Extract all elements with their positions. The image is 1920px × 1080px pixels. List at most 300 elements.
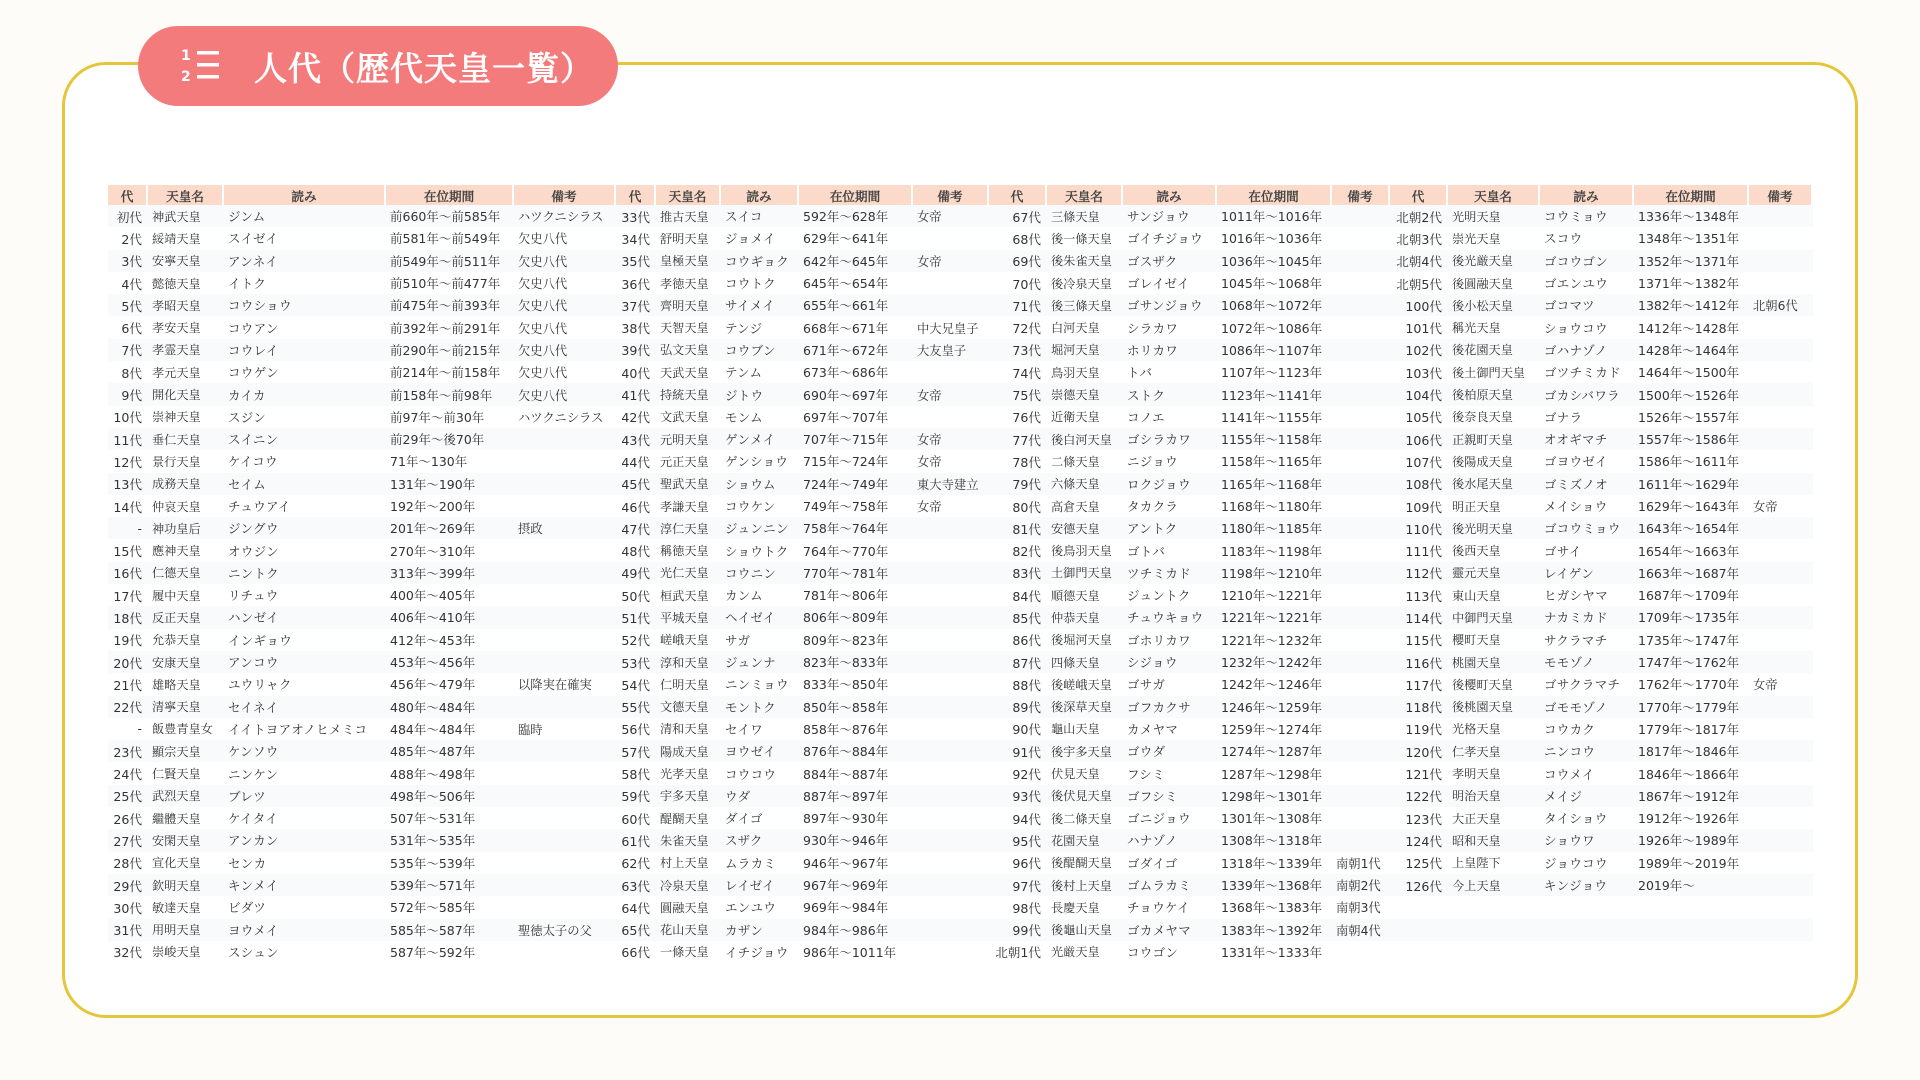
- table-row: [1390, 852, 1813, 874]
- reign-number-cell: 37代: [616, 294, 656, 316]
- reading-cell: ゴコウミョウ: [1540, 517, 1634, 539]
- remarks-cell: 欠史八代: [518, 321, 568, 336]
- table-row: [1390, 428, 1813, 450]
- reign-period-cell: 1352年〜1371年: [1634, 250, 1749, 272]
- emperor-name-cell: 後鳥羽天皇: [1051, 544, 1112, 559]
- reading-cell: ブレツ: [224, 785, 386, 807]
- reading-cell: ツチミカド: [1123, 562, 1217, 584]
- reign-number-cell: 32代: [113, 945, 142, 961]
- column-header-reign-number: 代: [989, 185, 1047, 205]
- remarks-cell: [514, 539, 616, 561]
- table-row: [1390, 562, 1813, 584]
- table-row: [108, 651, 616, 673]
- table-row: [989, 673, 1390, 695]
- table-row: [989, 785, 1390, 807]
- emperor-name-cell: 元明天皇: [656, 428, 721, 450]
- table-row: [989, 807, 1390, 829]
- reign-number-cell: 56代: [621, 722, 650, 738]
- remarks-cell: 中大兄皇子: [917, 321, 979, 336]
- reign-period-cell: 671年〜672年: [799, 339, 913, 361]
- emperor-name-cell: 後冷泉天皇: [1051, 276, 1112, 291]
- reign-period-cell: 前29年〜後70年: [386, 428, 514, 450]
- emperor-name-cell: 光厳天皇: [1051, 945, 1100, 960]
- reading-cell: スザク: [721, 829, 799, 851]
- remarks-cell: [913, 829, 989, 851]
- table-row: [616, 941, 989, 963]
- reign-number-cell: 73代: [989, 339, 1047, 361]
- emperor-name-cell: 一條天皇: [660, 945, 709, 960]
- reading-cell: ゴフカクサ: [1123, 696, 1217, 718]
- reign-period-cell: 1336年〜1348年: [1634, 205, 1749, 227]
- emperor-name-cell: 仁德天皇: [148, 562, 224, 584]
- reading-cell: モモゾノ: [1540, 651, 1634, 673]
- table-row: [989, 406, 1390, 428]
- reign-period-cell: 833年〜850年: [803, 677, 889, 693]
- reading-cell: ニンコウ: [1540, 740, 1634, 762]
- remarks-cell: [514, 629, 616, 651]
- reading-cell: コウゲン: [228, 365, 279, 381]
- emperor-name-cell: 垂仁天皇: [148, 428, 224, 450]
- remarks-cell: [1749, 718, 1813, 740]
- reading-cell: レイゼイ: [721, 874, 799, 896]
- reading-cell: ヨウゼイ: [721, 740, 799, 762]
- emperor-name-cell: 崇德天皇: [1047, 383, 1123, 405]
- remarks-cell: [1332, 562, 1390, 584]
- reading-cell: ショウム: [721, 473, 799, 495]
- remarks-cell: [1332, 250, 1390, 272]
- remarks-cell: [1332, 272, 1390, 294]
- table-row: [1390, 406, 1813, 428]
- remarks-cell: [1749, 473, 1813, 495]
- reign-number-cell: 北朝3代: [1396, 231, 1442, 247]
- reign-period-cell: 1586年〜1611年: [1638, 454, 1740, 470]
- remarks-cell: [1332, 294, 1390, 316]
- reign-number-cell: 55代: [616, 696, 656, 718]
- table-row: [1390, 629, 1813, 651]
- table-block-4: [1390, 185, 1813, 963]
- column-header-reading: 読み: [1540, 185, 1634, 205]
- reading-cell: [1540, 919, 1634, 941]
- remarks-cell: [913, 227, 989, 249]
- remarks-cell: [1332, 339, 1390, 361]
- reading-cell: ショウコウ: [1544, 320, 1608, 336]
- reign-period-cell: 1198年〜1210年: [1217, 562, 1332, 584]
- remarks-cell: [913, 874, 989, 896]
- reign-number-cell: 46代: [621, 499, 650, 515]
- reign-period-cell: 前660年〜前585年: [386, 205, 514, 227]
- emperor-name-cell: 敏達天皇: [152, 900, 201, 915]
- emperor-name-cell: 靈元天皇: [1448, 562, 1540, 584]
- table-row: [108, 740, 616, 762]
- reign-period-cell: 1762年〜1770年: [1638, 677, 1740, 693]
- table-row: [108, 339, 616, 361]
- reign-number-cell: 49代: [616, 562, 656, 584]
- reign-number-cell: 21代: [113, 677, 142, 693]
- remarks-cell: ハツクニシラス: [514, 205, 616, 227]
- reign-period-cell: 535年〜539年: [390, 855, 476, 871]
- emperor-name-cell: 崇神天皇: [152, 410, 201, 425]
- emperor-name-cell: 後堀河天皇: [1051, 633, 1112, 648]
- reading-cell: アンネイ: [224, 250, 386, 272]
- table-row: [108, 673, 616, 695]
- reign-number-cell: 66代: [621, 945, 650, 961]
- reading-cell: ナカミカド: [1540, 606, 1634, 628]
- reign-period-cell: 1846年〜1866年: [1638, 766, 1740, 782]
- reading-cell: コウコウ: [725, 766, 777, 782]
- emperor-name-cell: 四條天皇: [1047, 651, 1123, 673]
- reign-number-cell: 98代: [1012, 900, 1041, 916]
- reign-period-cell: 1068年〜1072年: [1217, 294, 1332, 316]
- reading-cell: メイショウ: [1544, 499, 1608, 514]
- emperor-name-cell: 應神天皇: [152, 544, 201, 559]
- remarks-cell: [1749, 919, 1813, 941]
- reign-number-cell: 4代: [121, 276, 142, 292]
- table-row: [108, 294, 616, 316]
- reading-cell: ニントク: [224, 562, 386, 584]
- remarks-cell: [1332, 316, 1390, 338]
- emperor-name-cell: 天武天皇: [660, 365, 709, 380]
- table-row: [1390, 316, 1813, 338]
- table-row: [1390, 718, 1813, 740]
- reign-period-cell: 1242年〜1246年: [1221, 677, 1323, 693]
- remarks-cell: [1332, 696, 1390, 718]
- emperor-name-cell: 長慶天皇: [1051, 900, 1100, 915]
- remarks-cell: [1749, 584, 1813, 606]
- reading-cell: ショウワ: [1540, 829, 1634, 851]
- table-row: [616, 762, 989, 784]
- reign-period-cell: 1158年〜1165年: [1221, 454, 1323, 470]
- reading-cell: テンジ: [725, 320, 763, 336]
- reign-number-cell: 81代: [989, 517, 1047, 539]
- reading-cell: [1540, 896, 1634, 918]
- remarks-cell: [1332, 495, 1390, 517]
- table-row: [989, 383, 1390, 405]
- reading-cell: ロクジョウ: [1123, 473, 1217, 495]
- table-row: [989, 562, 1390, 584]
- reign-period-cell: 507年〜531年: [390, 811, 476, 827]
- emperor-name-cell: 大正天皇: [1452, 811, 1501, 826]
- reign-number-cell: 118代: [1390, 696, 1448, 718]
- reign-period-cell: 969年〜984年: [803, 900, 889, 916]
- table-row: [616, 673, 989, 695]
- reign-number-cell: 86代: [1012, 633, 1041, 649]
- remarks-cell: [913, 696, 989, 718]
- reign-period-cell: 480年〜484年: [386, 696, 514, 718]
- remarks-cell: [1749, 852, 1813, 874]
- emperor-name-cell: 後櫻町天皇: [1452, 677, 1513, 692]
- remarks-cell: [1749, 227, 1813, 249]
- table-block-1: [108, 185, 616, 963]
- reading-cell: カイカ: [224, 383, 386, 405]
- reign-period-cell: 453年〜456年: [386, 651, 514, 673]
- reign-number-cell: 92代: [1012, 767, 1041, 783]
- remarks-cell: [1332, 941, 1390, 963]
- remarks-cell: [1749, 383, 1813, 405]
- table-row: [989, 272, 1390, 294]
- reign-period-cell: 946年〜967年: [803, 855, 889, 871]
- reign-number-cell: 107代: [1405, 454, 1442, 470]
- reign-period-cell: 1016年〜1036年: [1221, 231, 1323, 247]
- emperor-name-cell: 神功皇后: [148, 517, 224, 539]
- reading-cell: コウケン: [725, 499, 776, 514]
- emperor-name-cell: 平城天皇: [656, 606, 721, 628]
- reign-period-cell: 876年〜884年: [799, 740, 913, 762]
- remarks-cell: [1749, 361, 1813, 383]
- reign-period-cell: 1817年〜1846年: [1634, 740, 1749, 762]
- reading-cell: ゴサガ: [1127, 677, 1166, 693]
- reign-period-cell: 1629年〜1643年: [1638, 499, 1740, 514]
- reading-cell: セイム: [224, 473, 386, 495]
- emperor-name-cell: 稱光天皇: [1452, 321, 1501, 336]
- remarks-cell: 大友皇子: [913, 339, 989, 361]
- emperor-name-cell: 朱雀天皇: [656, 829, 721, 851]
- reign-number-cell: 2代: [121, 231, 142, 247]
- table-row: [616, 517, 989, 539]
- remarks-cell: [1749, 428, 1813, 450]
- remarks-cell: [514, 651, 616, 673]
- remarks-cell: [913, 584, 989, 606]
- reign-number-cell: 45代: [616, 473, 656, 495]
- emperor-name-cell: 景行天皇: [152, 454, 201, 469]
- reign-period-cell: 809年〜823年: [803, 632, 889, 648]
- reign-period-cell: 484年〜484年: [390, 721, 476, 737]
- table-row: [1390, 361, 1813, 383]
- emperor-name-cell: 履中天皇: [152, 588, 201, 603]
- reign-number-cell: 103代: [1405, 365, 1442, 381]
- emperor-name-cell: 六條天皇: [1047, 473, 1123, 495]
- reign-period-cell: 758年〜764年: [799, 517, 913, 539]
- emperor-name-cell: 龜山天皇: [1051, 722, 1100, 737]
- reign-period-cell: 1165年〜1168年: [1217, 473, 1332, 495]
- reign-period-cell: 前392年〜前291年: [390, 320, 501, 336]
- reign-number-cell: 11代: [108, 428, 148, 450]
- reign-period-cell: 1687年〜1709年: [1638, 588, 1740, 604]
- remarks-cell: [1749, 316, 1813, 338]
- reign-period-cell: [1634, 896, 1749, 918]
- reign-period-cell: 1709年〜1735年: [1634, 606, 1749, 628]
- reign-number-cell: 71代: [989, 294, 1047, 316]
- reign-number-cell: 33代: [616, 205, 656, 227]
- remarks-cell: [913, 673, 989, 695]
- reign-period-cell: 270年〜310年: [390, 543, 476, 559]
- emperor-name-cell: 櫻町天皇: [1452, 633, 1501, 648]
- reign-period-cell: 192年〜200年: [390, 499, 476, 514]
- reading-cell: レイゲン: [1540, 562, 1634, 584]
- emperor-name-cell: 孝元天皇: [152, 365, 201, 380]
- reign-period-cell: 1368年〜1383年: [1221, 900, 1323, 916]
- emperor-name-cell: 東山天皇: [1452, 588, 1501, 603]
- reign-number-cell: 27代: [108, 829, 148, 851]
- emperor-name-cell: 二條天皇: [1051, 454, 1100, 469]
- emperor-name-cell: 光仁天皇: [656, 562, 721, 584]
- emperor-name-cell: 嵯峨天皇: [660, 633, 709, 648]
- reign-number-cell: 83代: [989, 562, 1047, 584]
- reign-period-cell: 201年〜269年: [386, 517, 514, 539]
- table-row: [989, 762, 1390, 784]
- reign-number-cell: 125代: [1405, 856, 1442, 872]
- column-header-reign-period: 在位期間: [1634, 185, 1749, 205]
- remarks-cell: 南朝2代: [1332, 874, 1390, 896]
- reading-cell: ヒガシヤマ: [1544, 588, 1609, 604]
- emperor-name-cell: 舒明天皇: [660, 231, 709, 246]
- reign-number-cell: 64代: [621, 900, 650, 916]
- remarks-cell: [514, 606, 616, 628]
- reading-cell: イイトヨアオノヒメミコ: [228, 721, 368, 737]
- reign-period-cell: 1770年〜1779年: [1634, 696, 1749, 718]
- emperor-name-cell: 後西天皇: [1452, 544, 1501, 559]
- reign-period-cell: 764年〜770年: [803, 543, 889, 559]
- reign-period-cell: 984年〜986年: [799, 919, 913, 941]
- remarks-cell: [1749, 339, 1813, 361]
- reign-number-cell: 91代: [989, 740, 1047, 762]
- reign-period-cell: 724年〜749年: [799, 473, 913, 495]
- reign-number-cell: 12代: [113, 454, 142, 470]
- reign-number-cell: 65代: [616, 919, 656, 941]
- emperor-name-cell: 元正天皇: [660, 454, 709, 469]
- table-row: [616, 584, 989, 606]
- table-row: [989, 696, 1390, 718]
- table-row: [1390, 495, 1813, 517]
- remarks-cell: [913, 718, 989, 740]
- reading-cell: ヨウメイ: [224, 919, 386, 941]
- reading-cell: コウアン: [228, 320, 279, 336]
- remarks-cell: 北朝6代: [1749, 294, 1813, 316]
- reign-number-cell: 102代: [1390, 339, 1448, 361]
- emperor-name-cell: 宣化天皇: [152, 856, 201, 871]
- table-row: [1390, 919, 1813, 941]
- table-row: [616, 696, 989, 718]
- reign-number-cell: 8代: [121, 365, 142, 381]
- table-row: [108, 316, 616, 338]
- emperor-name-cell: 反正天皇: [148, 606, 224, 628]
- remarks-cell: [913, 651, 989, 673]
- reign-period-cell: 585年〜587年: [386, 919, 514, 941]
- reading-cell: ケンソウ: [224, 740, 386, 762]
- remarks-cell: [1749, 406, 1813, 428]
- remarks-cell: 女帝: [917, 455, 942, 470]
- reading-cell: ゴトバ: [1127, 543, 1166, 559]
- table-row: [989, 651, 1390, 673]
- reign-number-cell: 72代: [1012, 321, 1041, 337]
- reign-period-cell: 1141年〜1155年: [1221, 409, 1323, 425]
- reading-cell: ニンミョウ: [725, 677, 789, 693]
- reading-cell: モントク: [721, 696, 799, 718]
- emperor-name-cell: 後一條天皇: [1051, 231, 1112, 246]
- reign-period-cell: 1663年〜1687年: [1634, 562, 1749, 584]
- reading-cell: チュウキョウ: [1123, 606, 1217, 628]
- table-row: [1390, 807, 1813, 829]
- reading-cell: センカ: [228, 855, 267, 871]
- reign-period-cell: 1867年〜1912年: [1634, 785, 1749, 807]
- emperor-name-cell: [1448, 919, 1540, 941]
- table-row: [108, 941, 616, 963]
- reading-cell: ゴシラカワ: [1123, 428, 1217, 450]
- reign-period-cell: 592年〜628年: [799, 205, 913, 227]
- reign-number-cell: 3代: [108, 250, 148, 272]
- remarks-cell: [1749, 785, 1813, 807]
- reign-number-cell: 35代: [616, 250, 656, 272]
- reading-cell: エンユウ: [725, 900, 777, 916]
- table-row: [616, 450, 989, 472]
- table-row: [108, 807, 616, 829]
- table-row: [616, 473, 989, 495]
- table-row: [1390, 606, 1813, 628]
- reading-cell: ゴツチミカド: [1544, 365, 1621, 381]
- remarks-cell: 欠史八代: [518, 277, 568, 292]
- emperor-name-cell: 文武天皇: [660, 410, 709, 425]
- remarks-cell: [1332, 539, 1390, 561]
- table-row: [616, 562, 989, 584]
- reading-cell: ゴイチジョウ: [1127, 231, 1203, 247]
- reign-number-cell: 94代: [1012, 811, 1041, 827]
- reign-number-cell: 114代: [1390, 606, 1448, 628]
- reign-number-cell: 78代: [1012, 454, 1041, 470]
- table-row: [1390, 896, 1813, 918]
- reading-cell: ゴムラカミ: [1123, 874, 1217, 896]
- reading-cell: ゴコマツ: [1540, 294, 1634, 316]
- emperor-name-cell: 桃園天皇: [1448, 651, 1540, 673]
- remarks-cell: [1332, 428, 1390, 450]
- table-row: [616, 807, 989, 829]
- reign-period-cell: 1428年〜1464年: [1634, 339, 1749, 361]
- reign-number-cell: 18代: [108, 606, 148, 628]
- emperor-name-cell: 仁賢天皇: [152, 767, 201, 782]
- remarks-cell: [913, 629, 989, 651]
- reign-number-cell: 126代: [1390, 874, 1448, 896]
- table-row: [1390, 383, 1813, 405]
- table-row: [616, 361, 989, 383]
- table-row: [616, 339, 989, 361]
- remarks-cell: [514, 852, 616, 874]
- emperor-name-cell: 聖武天皇: [656, 473, 721, 495]
- reading-cell: ゴヨウゼイ: [1544, 454, 1608, 470]
- emperor-name-cell: 允恭天皇: [152, 633, 201, 648]
- reading-cell: ジトウ: [721, 383, 799, 405]
- emperor-name-cell: 宇多天皇: [656, 785, 721, 807]
- reign-number-cell: [1390, 919, 1448, 941]
- reading-cell: セイワ: [725, 721, 764, 737]
- reading-cell: [1540, 941, 1634, 963]
- reign-period-cell: 1036年〜1045年: [1217, 250, 1332, 272]
- table-row: [989, 941, 1390, 963]
- remarks-cell: 東大寺建立: [913, 473, 989, 495]
- remarks-cell: [913, 807, 989, 829]
- reign-period-cell: 1168年〜1180年: [1221, 499, 1323, 514]
- remarks-cell: [1332, 383, 1390, 405]
- remarks-cell: 女帝: [913, 383, 989, 405]
- reign-number-cell: 82代: [1012, 544, 1041, 560]
- remarks-cell: [514, 874, 616, 896]
- emperor-name-cell: 天智天皇: [660, 321, 709, 336]
- reign-number-cell: 121代: [1405, 767, 1442, 783]
- reign-number-cell: 60代: [621, 811, 650, 827]
- reign-number-cell: 88代: [1012, 677, 1041, 693]
- emperor-name-cell: 後二條天皇: [1051, 811, 1112, 826]
- column-header-emperor-name: 天皇名: [1047, 185, 1123, 205]
- table-row: [989, 339, 1390, 361]
- reading-cell: サイメイ: [721, 294, 799, 316]
- remarks-cell: [913, 852, 989, 874]
- emperor-name-cell: 孝明天皇: [1452, 767, 1501, 782]
- reign-period-cell: 770年〜781年: [799, 562, 913, 584]
- emperor-name-cell: 白河天皇: [1051, 321, 1100, 336]
- reign-period-cell: 986年〜1011年: [803, 944, 897, 960]
- emperor-name-cell: 淳仁天皇: [656, 517, 721, 539]
- reading-cell: タイショウ: [1544, 811, 1608, 827]
- remarks-cell: [1332, 785, 1390, 807]
- emperor-name-cell: 仁明天皇: [660, 677, 709, 692]
- reign-period-cell: 1339年〜1368年: [1217, 874, 1332, 896]
